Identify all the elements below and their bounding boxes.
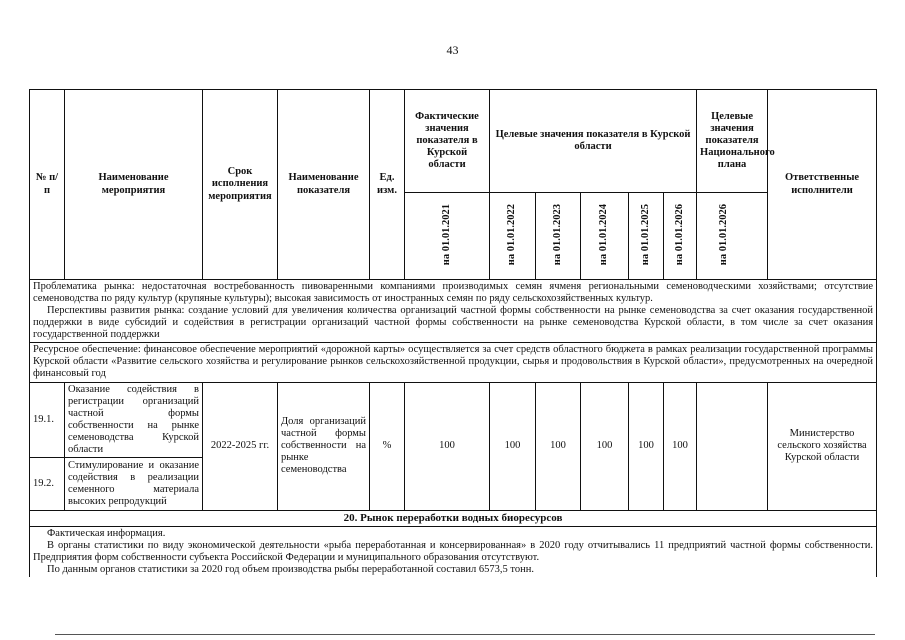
date-target-2026-label: на 01.01.2026	[673, 204, 685, 266]
info-paragraph-2: По данным органов статистики за 2020 год объем производства рыбы переработанной составил 6573,5 тонн.	[47, 563, 534, 575]
target-value-2022: 100	[490, 382, 536, 510]
header-row	[30, 90, 877, 193]
date-actual-label: на 01.01.2021	[440, 204, 452, 266]
header-targets-national: Целевые значения показателя Национального плана	[697, 90, 768, 193]
prospects-text: Перспективы развития рынка: создание условий для увеличения количества организаций частной формы собственности на рынке семеноводства за счет оказания государственной поддержки в виде субсидий и содействия в регистрации организаций частной формы собственности на рынке семеноводства Курской области, в том числе за счет оказания государственной поддержки	[33, 305, 874, 341]
header-targets-kursk: Целевые значения показателя в Курской области	[490, 90, 697, 193]
header-num: № п/п	[30, 90, 65, 280]
actual-value-cell: 100	[405, 382, 490, 510]
row-event: Оказание содействия в регистрации организаций частной формы собственности на рынке семеноводства Курской области	[65, 382, 203, 457]
info-cell	[30, 526, 877, 577]
problem-text: Проблематика рынка: недостаточная востребованность пивоваренными компаниями производимых семян ячменя региональными семеноводческими хозяйствами; отсутствие семеноводства по ряду культур (крупяные культуры); высокая зависимость от иностранных семян по ряду сельскохозяйственных культур.	[33, 281, 874, 305]
header-term: Срок исполнения мероприятия	[203, 90, 278, 280]
date-target-2025	[629, 193, 664, 280]
unit-cell: %	[370, 382, 405, 510]
info-paragraph-1: В органы статистики по виду экономической деятельности «рыба переработанная и консервированная» в 2020 году отчитывались 11 предприятий частной формы собственности. Предприятия форм собственности субъекта Российской Федерации и муниципального образования отсутствуют.	[33, 539, 874, 563]
date-target-2024	[581, 193, 629, 280]
indicator-cell: Доля организаций частной формы собственности на рынке семеноводства	[278, 382, 370, 510]
date-target-2022-label: на 01.01.2022	[506, 204, 518, 266]
date-target-2023-label: на 01.01.2023	[551, 204, 563, 266]
date-national-2026-label: на 01.01.2026	[718, 204, 730, 266]
header-event: Наименование мероприятия	[65, 90, 203, 280]
header-responsible: Ответственные исполнители	[768, 90, 877, 280]
section-row	[30, 510, 877, 526]
date-national-2026	[697, 193, 768, 280]
date-actual	[405, 193, 490, 280]
roadmap-table	[29, 89, 877, 577]
problem-cell	[30, 280, 877, 343]
responsible-cell: Министерство сельского хозяйства Курской области	[768, 382, 877, 510]
row-number: 19.2.	[30, 457, 65, 510]
date-target-2026	[664, 193, 697, 280]
header-indicator: Наименование показателя	[278, 90, 370, 280]
footer-divider	[55, 634, 875, 635]
target-value-2023: 100	[536, 382, 581, 510]
info-heading: Фактическая информация.	[47, 527, 166, 539]
row-number: 19.1.	[30, 382, 65, 457]
section-title: 20. Рынок переработки водных биоресурсов	[30, 510, 877, 526]
national-value-cell	[697, 382, 768, 510]
date-target-2023	[536, 193, 581, 280]
row-event: Стимулирование и оказание содействия в реализации семенного материала высоких репродукций	[65, 457, 203, 510]
header-unit: Ед. изм.	[370, 90, 405, 280]
term-cell: 2022-2025 гг.	[203, 382, 278, 510]
info-row	[30, 526, 877, 577]
header-actual: Фактические значения показателя в Курской области	[405, 90, 490, 193]
resource-text: Ресурсное обеспечение: финансовое обеспечение мероприятий «дорожной карты» осуществляется за счет средств областного бюджета в рамках реализации государственной программы Курской области «Развитие сельского хозяйства и регулирование рынков сельскохозяйственной продукции, сырья и продовольствия в Курской области», предусмотренных на очередной финансовый год	[33, 344, 874, 380]
date-target-2022	[490, 193, 536, 280]
page-number: 43	[446, 43, 459, 57]
resource-cell	[30, 343, 877, 382]
date-target-2025-label: на 01.01.2025	[639, 204, 651, 266]
target-value-2025: 100	[629, 382, 664, 510]
table-row-19-1	[30, 382, 877, 457]
resource-row	[30, 343, 877, 382]
target-value-2026: 100	[664, 382, 697, 510]
date-target-2024-label: на 01.01.2024	[598, 204, 610, 266]
problem-row	[30, 280, 877, 343]
target-value-2024: 100	[581, 382, 629, 510]
